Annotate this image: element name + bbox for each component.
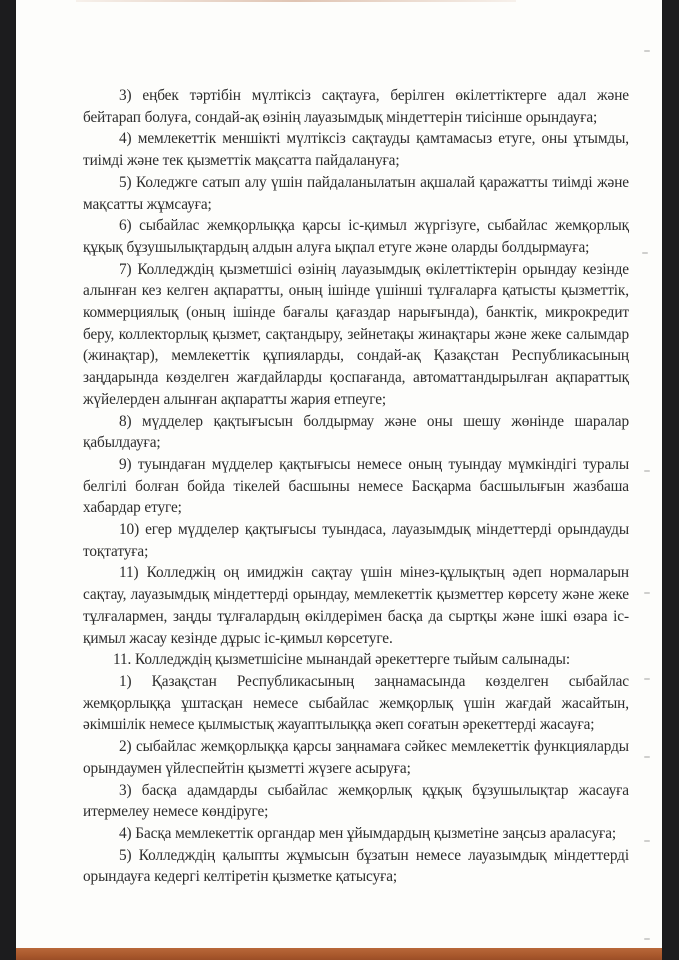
- item-11-college-image: 11) Колледжің оң имиджін сақтау үшін мінез-құлықтың әдеп нормаларын сақтау, лауазымдық міндеттерді орындау, мемлекеттік қызметтер көрсету және жеке тұлғалармен, заңды тұлғалардың өкілдерімен басқа да сыртқы және ішкі өзара іс-қимыл жасау кезінде дұрыс іс-қимыл көрсетуге.: [83, 564, 629, 647]
- prohibition-2: 2) сыбайлас жемқорлыққа қарсы заңнамаға сәйкес мемлекеттік функцияларды орындаумен үйлеспейтін қызметті жүзеге асыруға;: [83, 738, 629, 777]
- item-3-honest-work: 3) еңбек тәртібін мүлтіксіз сақтауға, берілген өкілеттіктерге адал және бейтарап болуға, сондай-ақ өзінің лауазымдық міндеттерін тиісінше орындауға;: [83, 87, 629, 126]
- paper-speck: [644, 50, 650, 52]
- prohibition-3: 3) басқа адамдарды сыбайлас жемқорлық құқық бұзушылықтар жасауға итермелеу немесе көндіруге;: [83, 781, 629, 821]
- paper-speck: [644, 938, 650, 940]
- paper-speck: [644, 470, 650, 472]
- item-6-anti-corruption: 6) сыбайлас жемқорлыққа қарсы іс-қимыл жүргізуге, сыбайлас жемқорлық құқық бұзушылықтардың алдын алуға ықпал етуге және оларды болдырмауға;: [83, 217, 629, 256]
- prohibition-5: 5) Колледждің қалыпты жұмысын бұзатын немесе лауазымдық міндеттерді орындауға кедергі келтіретін қызметке қатысуға;: [83, 846, 629, 886]
- item-9-conflict-notification: 9) туындаған мүдделер қақтығысы немесе оның туындау мүмкіндігі туралы белгілі болған бойда тікелей басшыны немесе Басқарма басшылығын жазбаша хабардар етуге;: [83, 455, 629, 517]
- item-4-state-property: 4) мемлекеттік меншікті мүлтіксіз сақтауды қамтамасыз етуге, оны ұтымды, тиімді және тек қызметтік мақсатта пайдалануға;: [83, 130, 629, 170]
- paper-speck: [642, 252, 648, 254]
- item-8-conflict-measures: 8) мүдделер қақтығысын болдырмау және оны шешу жөнінде шаралар қабылдауға;: [83, 412, 629, 452]
- prohibition-1: 1) Қазақстан Республикасының заңнамасында көзделген сыбайлас жемқорлыққа ұштасқан немесе сыбайлас жемқорлық үшін жағдай жасайтын, әкімшілік немесе қылмыстық жауаптылыққа әкеп соғатын әрекеттерді жасауға;: [83, 672, 629, 734]
- paper-speck: [644, 756, 650, 758]
- page-edge-shadow: [76, 0, 516, 2]
- prohibition-4: 4) Басқа мемлекеттік органдар мен ұйымдардың қызметіне заңсыз араласуға;: [119, 824, 617, 842]
- item-7-confidentiality: 7) Колледждің қызметшісі өзінің лауазымдық өкілеттіктерін орындау кезінде алынған кез келген ақпаратты, оның ішінде үшінші тұлғаларға қатысты қызметтік, коммерциялық (оның ішінде бағалы қағаздар нарығында), банктік, микрокредит беру, коллекторлық қызмет, сақтандыру, зейнетақы жинақтары және жеке салымдар (жинақтар), мемлекеттік құпияларды, сондай-ақ Қазақстан Республикасының заңдарында көзделген жағдайларды қоспағанда, автоматтандырылған ақпараттық жүйелерден алынған ақпаратты жария етпеуге;: [83, 260, 629, 408]
- paper-speck: [644, 678, 650, 680]
- document-page: [16, 0, 662, 949]
- section-11-prohibitions-heading: 11. Колледждің қызметшісіне мынандай әрекеттерге тыйым салынады:: [113, 651, 570, 669]
- paper-speck: [644, 592, 650, 594]
- item-10-stop-duties: 10) егер мүдделер қақтығысы туындаса, лауазымдық міндеттерді орындауды тоқтатуға;: [83, 521, 629, 560]
- paper-speck: [644, 840, 650, 842]
- document-body: [83, 85, 629, 888]
- wooden-table-surface: [16, 948, 662, 960]
- item-5-funds-use: 5) Коледжге сатып алу үшін пайдаланылатын ақшалай қаражатты тиімді және мақсатты жұмсауға;: [83, 173, 629, 213]
